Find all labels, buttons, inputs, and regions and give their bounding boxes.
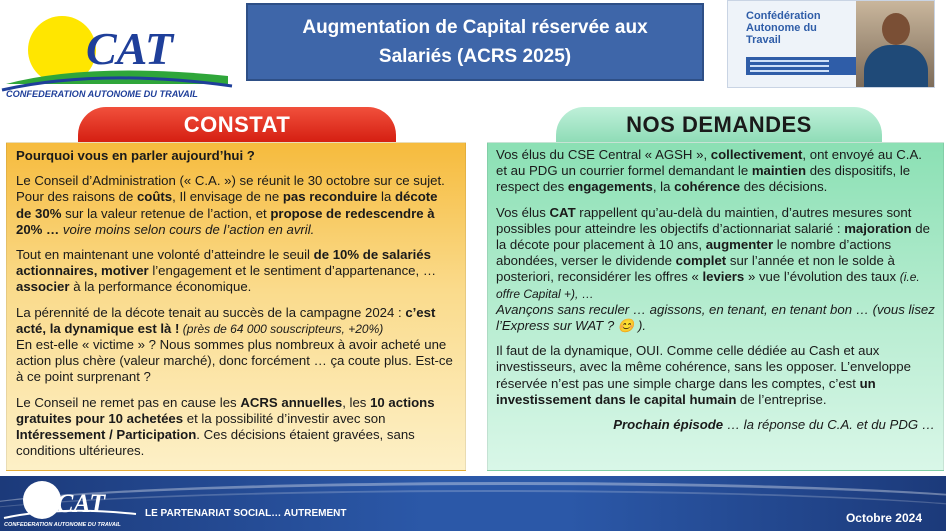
demandes-paragraph-3: Il faut de la dynamique, OUI. Comme celle dédiée au Cash et aux investisseurs, avec la même cohérence, sans les opposer. L’enveloppe réservée n’est pas une simple charge dans les comptes, c’est un investissement dans le capital humain de l’entreprise. [496, 343, 911, 407]
flyer-photo [856, 1, 934, 88]
demandes-next-episode: Prochain épisode … la réponse du C.A. et du PDG … [613, 417, 935, 433]
title-line-1: Augmentation de Capital réservée aux [302, 17, 648, 38]
flyer-line-3: Travail [746, 34, 781, 46]
tab-constat: CONSTAT [78, 107, 396, 142]
flyer-line-1: Confédération [746, 10, 821, 22]
flyer-band [746, 57, 859, 75]
title-line-2: Salariés (ACRS 2025) [378, 46, 572, 67]
constat-paragraph-3: La pérennité de la décote tenait au succès de la campagne 2024 : c’est acté, la dynamique est là ! (près de 64 000 souscripteurs, +20%) [16, 304, 436, 336]
footer-logo-subtitle: CONFEDERATION AUTONOME DU TRAVAIL [4, 522, 121, 528]
footer-logo-text: CAT [56, 489, 106, 518]
demandes-panel [487, 142, 944, 471]
page-title [246, 3, 704, 81]
constat-paragraph-2: Tout en maintenant une volonté d’atteindre le seuil de 10% de salariés actionnaires, motiver l’engagement et le sentiment d’appartenance, … associer à la performance économique. [16, 247, 437, 295]
flyer-title [746, 10, 821, 46]
flyer-line-2: Autonome du [746, 22, 817, 34]
footer-band [0, 476, 946, 531]
constat-paragraph-3b: En est-elle « victime » ? Nous sommes plus nombreux à avoir acheté une action plus chère (valeur marché), donc forcément … ça coute plus. Est-ce à ce point surprenant ? [16, 337, 453, 385]
cat-logo [0, 0, 236, 100]
tab-nos-demandes: NOS DEMANDES [556, 107, 882, 142]
constat-paragraph-4: Le Conseil ne remet pas en cause les ACRS annuelles, les 10 actions gratuites pour 10 achetées et la possibilité d’investir avec son Intéressement / Participation. Ces décisions étaient gravées, sans conditions ultérieures. [16, 394, 435, 459]
demandes-paragraph-1: Vos élus du CSE Central « AGSH », collectivement, ont envoyé au C.A. et au PDG un courrier formel demandant le maintien des dispositifs, le respect des engagements, la cohérence des décisions. [496, 147, 922, 195]
logo-text: CAT [86, 23, 173, 74]
footer-date: Octobre 2024 [845, 511, 922, 525]
footer-cat-logo [0, 478, 140, 531]
constat-paragraph-1: Le Conseil d’Administration (« C.A. ») se réunit le 30 octobre sur ce sujet. Pour des raisons de coûts, Il envisage de ne pas reconduire la décote de 30% sur la valeur retenue de l’action, et propose de redescendre à 20% … voire moins selon cours de l’action en avril. [16, 173, 445, 237]
logo-subtitle: CONFEDERATION AUTONOME DU TRAVAIL [6, 89, 198, 99]
constat-question: Pourquoi vous en parler aujourd’hui ? [16, 148, 255, 163]
demandes-paragraph-2: Vos élus CAT rappellent qu’au-delà du maintien, d’autres mesures sont possibles pour atteindre les objectifs d’actionnariat salarié : majoration de la décote pour placement à 10 ans, augmenter le nombre d’actions abondées, verser le dividende complet sur l’année et non le solde à posteriori, reconsidérer les offres « leviers » vue l’évolution des taux (i.e. offre Capital +), … [496, 204, 930, 301]
flyer-thumbnail [727, 0, 935, 88]
demandes-paragraph-2b: Avançons sans reculer … agissons, en tenant, en tenant bon … (vous lisez l’Express sur WAT ? 😊 ). [496, 301, 935, 334]
footer-slogan: LE PARTENARIAT SOCIAL… AUTREMENT [145, 508, 347, 519]
constat-panel [6, 142, 466, 471]
